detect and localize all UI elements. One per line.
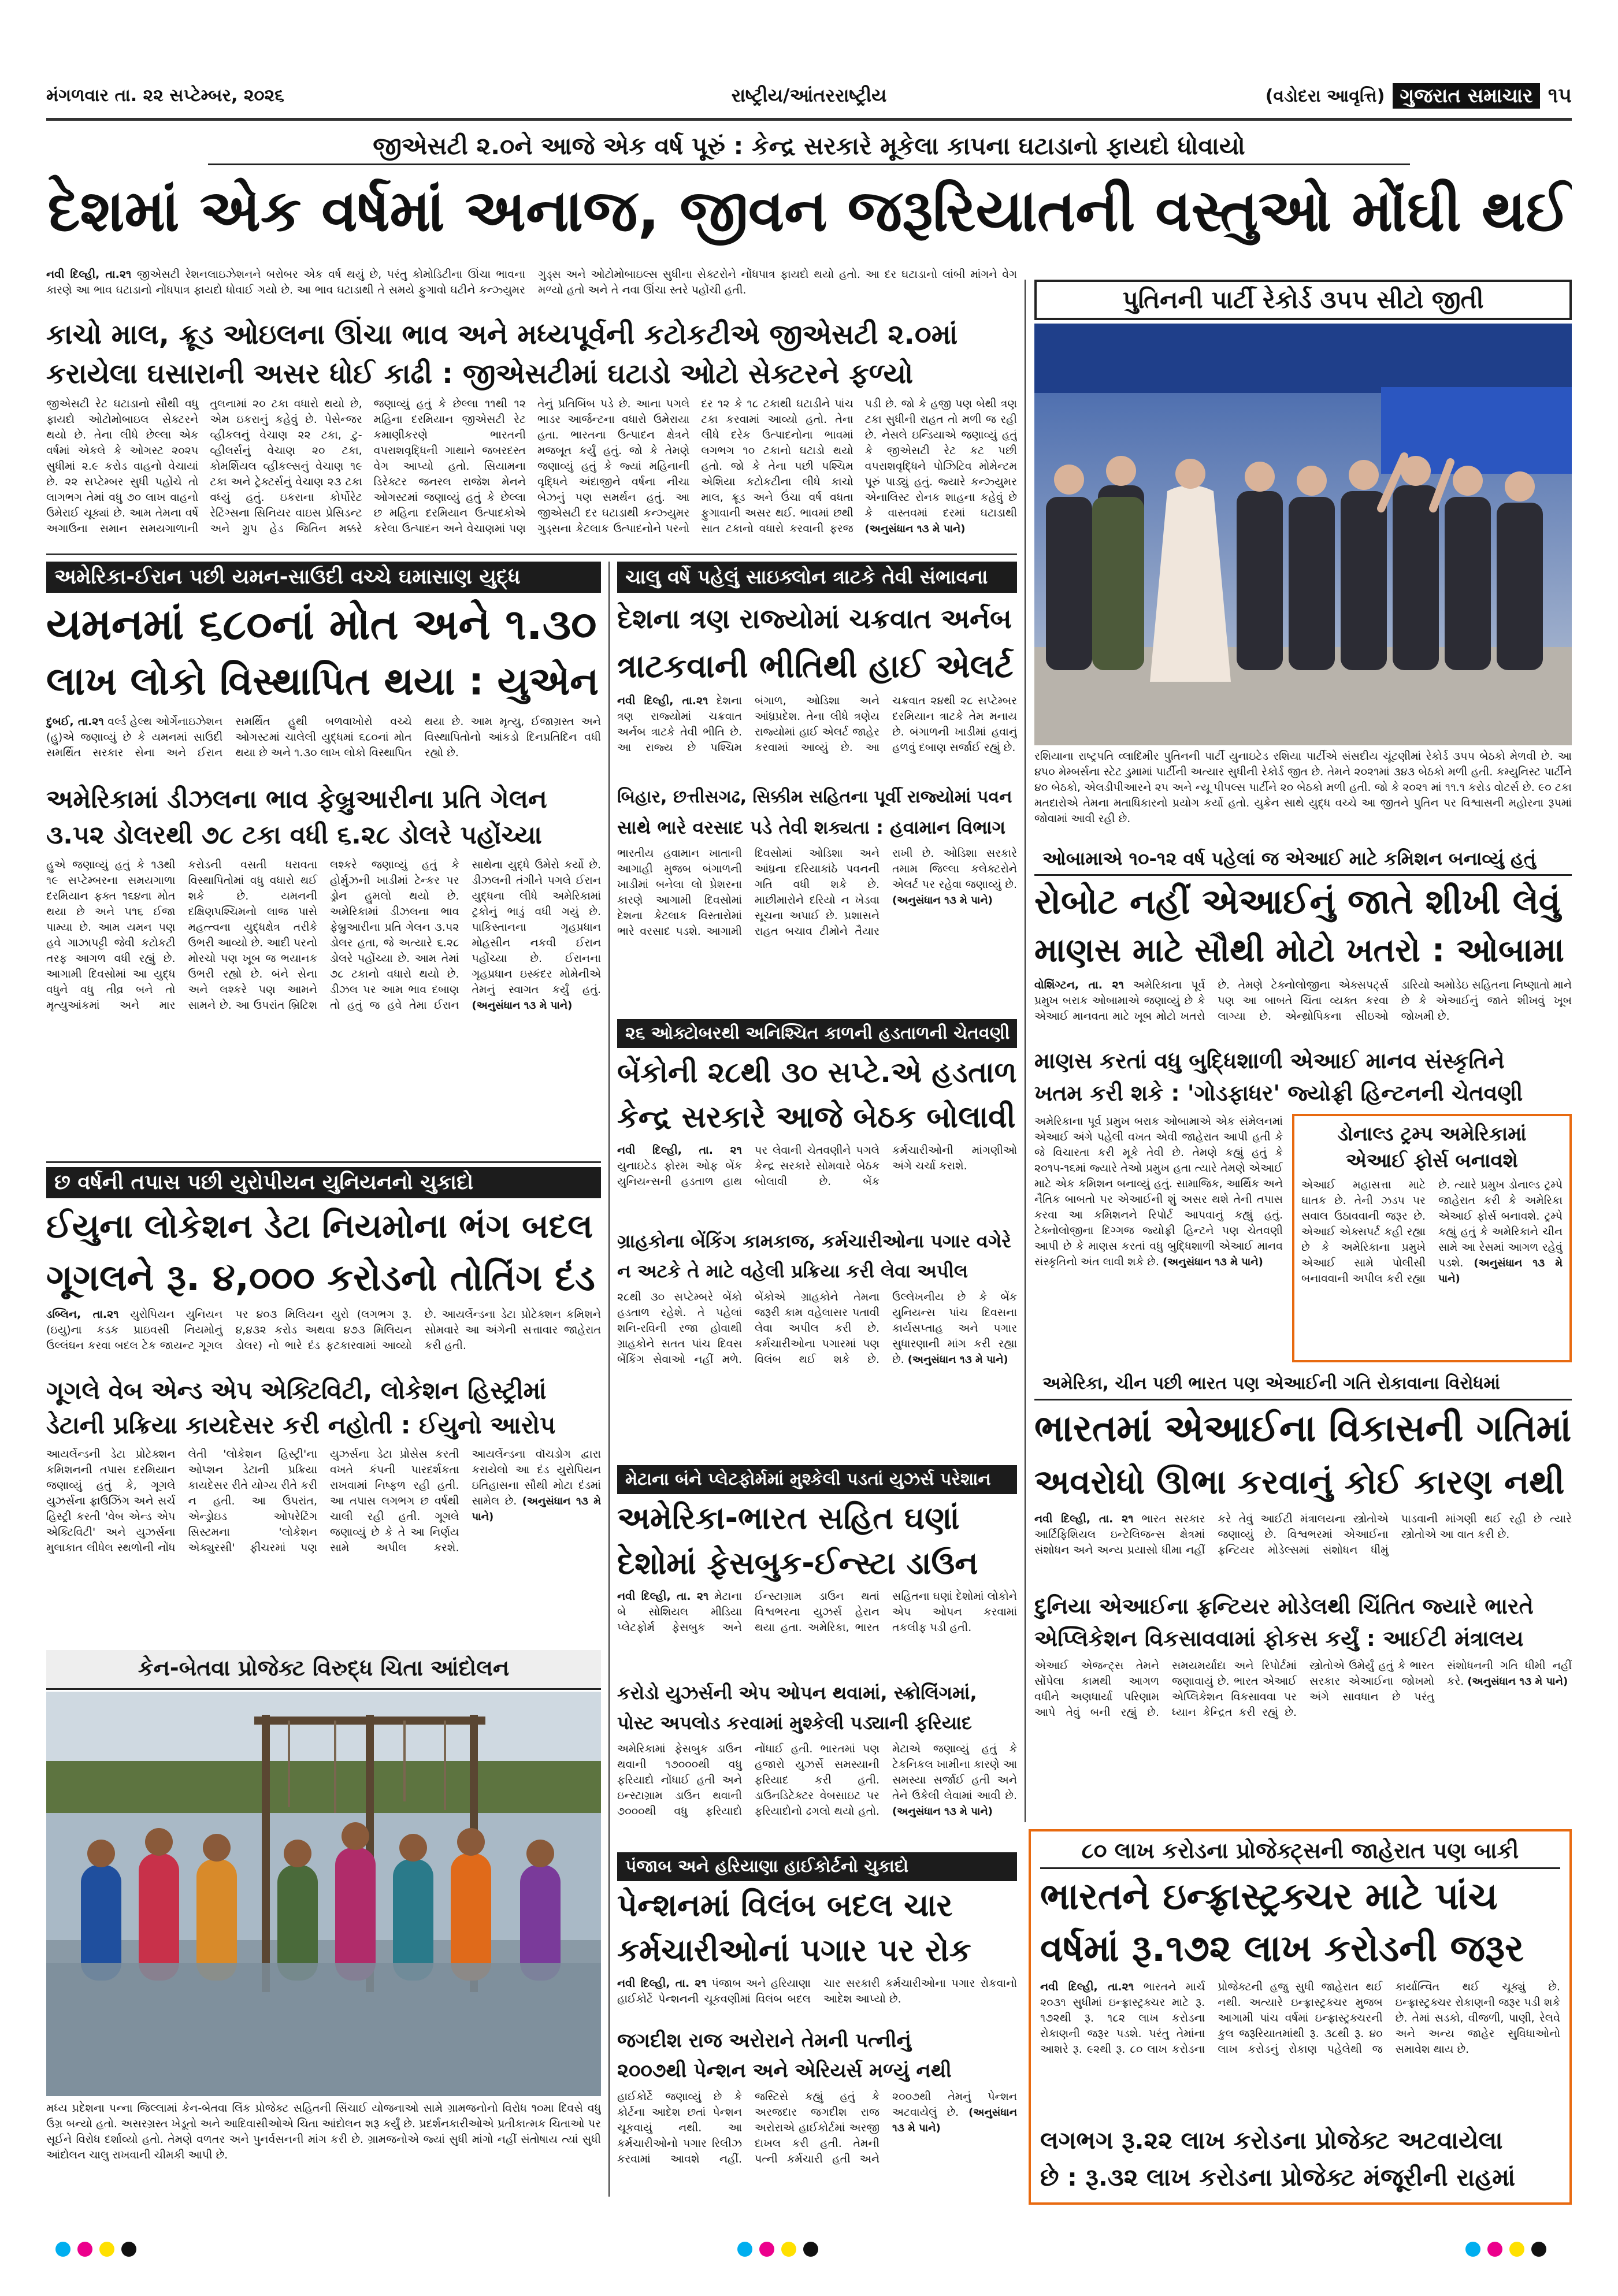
trump-continued: (અનુસંધાન ૧૩ મે પાને) [1438,1257,1563,1285]
google-continued: (અનુસંધાન ૧૩ મે પાને) [472,1495,601,1523]
infra-sub-1: લગભગ રૂ.૨૨ લાખ કરોડના પ્રોજેક્ટ અટવાયેલા [1040,2126,1503,2154]
pension-intro-text: પંજાબ અને હરિયાણા હાઈકોર્ટે પેન્શનની ચૂકવણીમાં વિલંબ બદલ ચાર સરકારી કર્મચારીઓના પગાર રોકવાનો આદેશ આપ્યો છે. [617,1977,1017,2005]
diesel-sub-1: અમેરિકામાં ડીઝલના ભાવ ફેબ્રુઆરીના પ્રતિ ગેલન [46,785,547,814]
pension-sub-2: ૨૦૦૭થી પેન્શન અને એરિયર્સ મળ્યું નથી [617,2059,952,2082]
column-rule-2 [1025,280,1026,1822]
bank-intro-text: યુનાઇટેડ ફોરમ ઓફ બેંક યુનિયન્સની હડતાળ હાથ પર લેવાની ચેતવણીને પગલે કેન્દ્ર સરકારે સોમવારે બેઠક બોલાવી છે. બેંક કર્મચારીઓની માંગણીઓ અંગે ચર્ચા કરાશે. [617,1144,1017,1188]
column-rule-1 [608,562,610,2197]
cyclone-intro [617,693,1017,780]
reg-dot-yellow [99,2242,114,2257]
cyclone-intro-text: દેશના ત્રણ રાજ્યોમાં ચક્રવાત અર્નબ ત્રાટકે તેવી ભીતિ છે. આ રાજ્ય છે પશ્ચિમ બંગાળ, ઓડિશા અને આંધ્રપ્રદેશ. તેના લીધે ત્રણેય રાજ્યોમાં હાઈ એલર્ટ જાહેર કરવામાં આવ્યું છે. આ ચક્રવાત ૨૪થી ૨૮ સપ્ટેમ્બર દરમિયાન ત્રાટકે તેમ મનાય છે. બંગાળની ખાડીમાં હવાનું હળવું દબાણ સર્જાઈ રહ્યું છે. [617,694,1017,754]
ken-photo-illustration [46,1692,601,2096]
infra-sub-2: છે : રૂ.૩૨ લાખ કરોડના પ્રોજેક્ટ મંજૂરીની રાહમાં [1040,2163,1516,2191]
ai-india-continued: (અનુસંધાન ૧૩ મે પાને) [1467,1675,1568,1688]
google-kicker: છ વર્ષની તપાસ પછી યુરોપીયન યુનિયનનો ચુકાદો [46,1167,601,1198]
obama-body-2 [1034,1114,1283,1357]
infra-body [1040,1979,1560,2118]
trump-title-2: એઆઈ ફોર્સ બનાવશે [1346,1149,1518,1172]
cyclone-body [617,846,1017,1013]
header-section: રાષ્ટ્રીય/આંતરરાષ્ટ્રીય [731,84,887,106]
meta-intro [617,1589,1017,1675]
ai-india-sub-1: દુનિયા એઆઈના ફ્રન્ટિયર મોડેલથી ચિંતિત જ્યારે ભારતે [1034,1593,1534,1619]
reg-dot-yellow [1509,2242,1524,2257]
ken-title-text: કેન-બેતવા પ્રોજેક્ટ વિરુદ્ધ ચિતા આંદોલન [138,1655,510,1681]
meta-body [617,1741,1017,1845]
google-intro-text: યુરોપિયન યુનિયન (ઇયુ)ના કડક પ્રાઇવસી નિયમોનું ઉલ્લંઘન કરવા બદલ ટેક જાયન્ટ ગૂગલ પર ૪૦૩ મિલિયન યુરો (લગભગ રૂ. ૪,૪૩૨ કરોડ અથવા ૪૭૩ મિલિયન ડોલર) નો ભારે દંડ ફટકારવામાં આવ્યો છે. આયર્લેન્ડના ડેટા પ્રોટેક્શન કમિશને સોમવારે આ અંગેની સત્તાવાર જાહેરાત કરી હતી. [46,1308,601,1352]
bank-continued: (અનુસંધાન ૧૩ મે પાને) [907,1353,1008,1366]
meta-headline-1: અમેરિકા-ભારત સહિત ઘણાં [617,1500,960,1536]
yemen-dateline: દુબઈ, તા.૨૧ [46,715,104,728]
infra-body-text: ભારતને માર્ચ ૨૦૩૧ સુધીમાં ઇન્ફ્રાસ્ટ્રક્ચર માટે રૂ. ૧૭૨થી રૂ. ૧૮૨ લાખ કરોડના રોકાણની જરૂર પડશે. પરંતુ તેમાંના આશરે રૂ. ૯૨થી રૂ. ૮૦ લાખ કરોડના પ્રોજેક્ટની હજુ સુધી જાહેરાત થઈ નથી. અત્યારે ઇન્ફ્રાસ્ટ્રક્ચર મુજબ આગામી પાંચ વર્ષમાં ઇન્ફ્રાસ્ટ્રક્ચરની કુલ જરૂરિયાતમાંથી રૂ. ૩૮થી રૂ. ૪૦ લાખ કરોડનું રોકાણ પહેલેથી જ કાર્યાન્વિત થઈ ચૂક્યું છે. ઇન્ફ્રાસ્ટ્રક્ચર રોકાણની જરૂર પડી શકે છે. તેમાં સડકો, વીજળી, પાણી, રેલવે અને અન્ય જાહેર સુવિધાઓનો સમાવેશ થાય છે. [1040,1981,1560,2056]
meta-dateline: નવી દિલ્હી, તા. ૨૧ [617,1590,709,1603]
meta-continued: (અનુસંધાન ૧૩ મે પાને) [892,1805,993,1818]
google-body [46,1447,601,1643]
obama-body-text: અમેરિકાના પૂર્વ પ્રમુખ બરાક ઓબામાએ જણાવ્યું છે કે એઆઈ માનવતા માટે ખૂબ મોટો ખતરો છે. તેમણે ટેક્નોલોજીના એક્સપર્ટ્સ પણ આ બાબતે ચિંતા વ્યક્ત કરવા લાગ્યા છે. એન્થ્રોપિકના સીઇઓ ડારિયો અમોડેઇ સહિતના નિષ્ણાતો માને છે કે એઆઈનું જાતે શીખવું ખૂબ જોખમી છે. [1034,979,1572,1023]
pension-kicker: પંજાબ અને હરિયાણા હાઈકોર્ટનો ચુકાદો [617,1852,1017,1881]
ai-india-headline-1: ભારતમાં એઆઈના વિકાસની ગતિમાં [1034,1407,1572,1450]
registration-marks-left [52,2242,140,2259]
reg-dot-cyan [737,2242,752,2257]
obama-sub-2: ખતમ કરી શકે : 'ગોડફાધર' જ્યોફ્રી હિન્ટનની ચેતવણી [1034,1080,1523,1106]
pension-headline-1: પેન્શનમાં વિલંબ બદલ ચાર [617,1887,953,1923]
pension-continued: (અનુસંધાન ૧૩ મે પાને) [892,2106,1017,2134]
header-date: મંગળવાર તા. ૨૨ સપ્ટેમ્બર, ૨૦૨૬ [46,86,284,106]
gst-body-text: જીએસટી રેટ ઘટાડાનો સૌથી વધુ ફાયદો ઓટોમોબાઇલ સેક્ટરને થયો છે. તેના લીધે છેલ્લા એક વર્ષમાં એકલે કે ઓગસ્ટ ૨૦૨૫ સુધીમાં ૨.૯ કરોડ વાહનો વેચાયાં છે. ૨૨ સપ્ટેમ્બર સુધી પહોંચે તો લાગભગ તેમાં વધુ ૭૦ લાખ વાહનો ઉમેરાઈ ચૂક્યાં છે. આમ તેમના વર્ષે અગાઉના સમાન સમયગાળાની તુલનામાં ૨૦ ટકા વધારો થયો છે, એમ ઇકરાનું કહેવું છે. પેસેન્જર વ્હીકલનું વેચાણ ૨૨ ટકા, ટુ-વ્હીલર્સનું વેચાણ ૨૦ ટકા, કોમર્શિયલ વ્હીકલ્સનું વેચાણ ૧૯ ટકા અને ટ્રેક્ટર્સનું વેચાણ ૨૩ ટકા વધ્યું હતું. ઇકરાના કોર્પોરેટ રેટિંગ્સના સિનિયર વાઇસ પ્રેસિડન્ટ અને ગ્રુપ હેડ જિતિન મક્કરે જણાવ્યું હતું કે છેલ્લા ૧૧થી ૧૨ મહિના દરમિયાન જીએસટી રેટ કમાણીકરણે ભારતની વપરાશવૃદ્ધિની ગાથાને જબરદસ્ત વેગ આપ્યો હતો. સિયામના ડિરેક્ટર જનરલ રાજેશ મેનને ઓગસ્ટમાં જણાવ્યું હતું કે છેલ્લા છ મહિના દરમિયાન ઉત્પાદકોએ કરેલા ઉત્પાદન અને વેચાણમાં પણ તેનું પ્રતિબિંબ પડે છે. આના પગલે ભાડર આર્જન્ટના વધારો ઉમેરાયા હતા. ભારતના ઉત્પાદન ક્ષેત્રને મજબૂત કર્યું હતું. જો કે તેમણે જણાવ્યું હતું કે જ્યાં મહિનાની વૃદ્ધિને અંદાજીને વર્ષના નીચા બેઝનું પણ સમર્થન હતું. આ જીએસટી દર ઘટાડાથી કન્ઝ્યુમર ગુડ્સના કેટલાક ઉત્પાદનોને પરનો દર ૧૨ કે ૧૮ ટકાથી ઘટાડીને પાંચ ટકા કરવામાં આવ્યો હતો. તેના લીધે દરેક ઉત્પાદનોના ભાવમાં લગભગ ૧૦ ટકાનો ઘટાડો થયો હતો. જો કે તેના પછી પશ્ચિમ એશિયા કટોકટીના લીધે કાચો માલ, ક્રૂડ અને ઉંચા વર્ષ વધતા ફુગાવાની અસર થઈ. ભાવમાં છથી સાત ટકાનો વધારો કરવાની ફરજ પડી છે. જો કે હજી પણ બેથી ત્રણ ટકા સુધીની રાહત તો મળી જ રહી છે. નેસલે ઇન્ડિયાએ જણાવ્યું હતું કે જીએસટી રેટ કટ પછી વપરાશવૃદ્ધિને પોઝિટિવ મોમેન્ટમ પૂરું પાડ્યું હતું. જ્યારે કન્ઝ્યુમર એનાલિસ્ટ રોનક શાહના કહેવું છે કે વાસ્તવમાં દરમાં ઘટાડાથી [46,397,1017,535]
reg-dot-black [1531,2242,1546,2257]
meta-sub-2: પોસ્ટ અપલોડ કરવામાં મુશ્કેલી પડ્યાની ફરિયાદ [617,1712,972,1734]
reg-dot-yellow [781,2242,796,2257]
diesel-body-text: હુએ જણાવ્યું હતું કે ૧૩થી ૧૯ સપ્ટેમ્બરના સમયગાળા દરમિયાન ફક્ત ૧૬૪ના મોત થયા છે અને ૫૧૬ ઈજા પામ્યા છે. આમ યમન પણ હવે ગાઝાપટ્ટી જેવી કટોકટી તરફ આગળ વધી રહ્યું છે. આગામી દિવસોમાં આ યુદ્ધ વધુને વધુ તીવ્ર બને તો મૃત્યુઆંકમાં અને માર કરોડની વસતી ધરાવતા વિસ્થાપિતોમાં વધુ વધારો થઈ શકે છે. યમનની દક્ષિણપશ્ચિમનો લાજ પાસે મહત્ત્વના યુદ્ધક્ષેત્ર તરીકે ઉભરી આવ્યો છે. આદી પરનો મોરચો પણ ખૂબ જ ભયાનક ઉભરી રહ્યો છે. બંને સેના અને લશ્કરે પણ આમને સામને છે. આ ઉપરાંત બ્રિટિશ લશ્કરે જણાવ્યું હતું કે હોર્મુઝની ખાડીમાં ટેન્કર પર ડ્રોન હુમલો થયો છે. અમેરિકામાં ડીઝલના ભાવ ફેબ્રુઆરીના પ્રતિ ગેલન ૩.૫૨ ડોલર હતા, જે અત્યારે ૬.૨૮ ડોલરે પહોંચ્યા છે. આમ તેમાં ૭૮ ટકાનો વધારો થયો છે. ડીઝલ પર આમ ભાવ દબાણ તો હતું જ હવે તેમા ઈરાન સાથેના યુદ્ધે ઉમેરો કર્યો છે. ડીઝલની તંગીને પગલે ઈરાન યુદ્ધના લીધે અમેરિકામાં ટ્રકોનું ભાડું વધી ગયું છે. પાકિસ્તાનના ગૃહપ્રધાન મોહસીન નકવી ઈરાન પહોંચ્યા છે. ઈરાનના ગૃહપ્રધાન ઇસ્કંદર મોમેનીએ તેમનું સ્વાગત કર્યું હતું. [46,859,601,1012]
page-header [46,81,1572,116]
ken-caption: મધ્ય પ્રદેશના પન્ના જિલ્લામાં કેન-બેતવા લિંક પ્રોજેક્ટ સહિતની સિંચાઈ યોજનાઓ સામે ગ્રામજનોનો વિરોધ ૧૦મા દિવસે વધુ ઉગ્ર બન્યો હતો. અસરગ્રસ્ત ખેડૂતો અને આદિવાસીઓએ ચિતા આંદોલન શરૂ કર્યું છે. પ્રદર્શનકારીઓએ પ્રતીકાત્મક ચિતાઓ પર સૂઈને વિરોધ દર્શાવ્યો હતો. તેમણે વળતર અને પુનર્વસનની માંગ કરી છે. ગ્રામજનોએ જ્યાં સુધી માંગો નહીં સંતોષાય ત્યાં સુધી આંદોલન ચાલુ રાખવાની ચીમકી આપી છે. [46,2102,601,2161]
registration-marks-right [1462,2242,1550,2259]
gst-headline: દેશમાં એક વર્ષમાં અનાજ, જીવન જરૂરિયાતની વસ્તુઓ મોંઘી થઈ [47,177,1571,244]
gst-sub2: કરાયેલા ઘસારાની અસર ધોઈ કાઢી : જીએસટીમાં ઘટાડો ઓટો સેક્ટરને ફળ્યો [46,358,914,390]
bank-sub-1: ગ્રાહકોના બેંકિંગ કામકાજ, કર્મચારીઓના પગાર વગેરે [617,1230,1011,1252]
ai-india-headline-2: અવરોધો ઊભા કરવાનું કોઈ કારણ નથી [1034,1462,1565,1502]
gst-continued: (અનુસંધાન ૧૩ મે પાને) [864,522,966,535]
registration-marks-center [734,2242,822,2259]
gst-intro-text: જીએસટી રેશનલાઇઝેશનને બરોબર એક વર્ષ થયું છે, પરંતુ કોમોડિટીના ઊંચા ભાવના કારણે આ ભાવ ઘટાડાનો નોંધપાત્ર ફાયદો ધોવાઈ ગયો છે. આ ભાવ ઘટાડાથી તે સમયે ફુગાવો ઘટીને કન્ઝ્યુમર ગુડ્સ અને ઓટોમોબાઇલ્સ સુધીના સેક્ટરોને નોંધપાત્ર ફાયદો થયો હતો. આ દર ઘટાડાનો લાંબી માંગને વેગ મળ્યો હતો અને તે નવા ઊંચા સ્તરે પહોંચી હતી. [46,268,1017,296]
google-dateline: ડબ્લિન, તા.૨૧ [46,1308,119,1321]
header-edition: (વડોદરા આવૃત્તિ) [1265,86,1385,106]
header-rule [46,118,1572,121]
cyclone-kicker: ચાલુ વર્ષે પહેલું સાઇક્લોન ત્રાટકે તેવી સંભાવના [617,562,1017,593]
cyclone-continued: (અનુસંધાન ૧૩ મે પાને) [892,894,993,906]
ai-india-intro [1034,1511,1572,1588]
obama-headline-1: રોબોટ નહીં એઆઈનું જાતે શીખી લેવું [1034,882,1561,922]
diesel-sub-2: ૩.૫૨ ડોલરથી ૭૮ ટકા વધી ૬.૨૮ ડોલરે પહોંચ્યા [46,820,542,850]
bank-headline-1: બેંકોની ૨૮થી ૩૦ સપ્ટે.એ હડતાળ [617,1056,1017,1089]
gst-kicker: જીએસટી ૨.૦ને આજે એક વર્ષ પૂરું : કેન્દ્ર સરકારે મૂકેલા કાપના ઘટાડાનો ફાયદો ધોવાયો [208,129,1410,165]
trump-body-text: એઆઈ મહાસત્તા માટે ઘાતક છે. તેની ઝડપ પર સવાલ ઉઠાવવાની જરૂર છે. એઆઈ એક્સપર્ટ કહી રહ્યા છે કે અમેરિકાના પ્રમુખે એઆઈ સામે પોલીસી બનાવવાની અપીલ કરી રહ્યા છે. ત્યારે પ્રમુખ ડોનાલ્ડ ટ્રમ્પે જાહેરાત કરી કે અમેરિકા એઆઈ ફોર્સ બનાવશે. ટ્રમ્પે કહ્યું હતું કે અમેરિકાને ચીન સામે આ રેસમાં આગળ રહેવું પડશે. [1301,1179,1563,1285]
reg-dot-black [121,2242,136,2257]
gst-body [46,396,1017,547]
putin-title [1034,280,1572,320]
yemen-kicker: અમેરિકા-ઈરાન પછી યમન-સાઉદી વચ્ચે ઘમાસાણ યુદ્ધ [46,562,601,593]
google-sub-1: ગૂગલે વેબ એન્ડ એપ એક્ટિવિટી, લોકેશન હિસ્ટ્રીમાં [46,1376,547,1405]
obama-sub-1: માણસ કરતાં વધુ બુદ્ધિશાળી એઆઈ માનવ સંસ્કૃતિને [1034,1048,1505,1073]
ai-india-dateline: નવી દિલ્હી, તા. ૨૧ [1034,1513,1134,1525]
pension-intro [617,1976,1017,2023]
cyclone-body-text: ભારતીય હવામાન ખાતાની આગાહી મુજબ બંગાળની ખાડીમાં બનેલા લો પ્રેશરના કારણે આગામી દિવસોમાં દેશના કેટલાક વિસ્તારોમાં ભારે વરસાદ પડશે. આગામી દિવસોમાં ઓડિશા અને આંધ્રના દરિયાકાંઠે પવનની ગતિ વધી શકે છે. માછીમારોને દરિયો ન ખેડવા સૂચના અપાઈ છે. પ્રશાસને રાહત બચાવ ટીમોને તૈયાર રાખી છે. ઓડિશા સરકારે તમામ જિલ્લા કલેક્ટરોને એલર્ટ પર રહેવા જણાવ્યું છે. [617,847,1017,938]
cyclone-sub-2: સાથે ભારે વરસાદ પડે તેવી શક્યતા : હવામાન વિભાગ [617,816,1006,838]
pension-dateline: નવી દિલ્હી, તા. ૨૧ [617,1977,707,1990]
google-body-text: આયર્લેન્ડની ડેટા પ્રોટેક્શન કમિશનની તપાસ દરમિયાન જણાવ્યું હતું કે, ગૂગલે યુઝર્સના ફ્રાઉઝિંગ અને સર્ચ હિસ્ટ્રી કરતી 'વેબ એન્ડ એપ એક્ટિવિટી' અને યુઝર્સના મુલાકાત લીધેલ સ્થળોની નોંધ લેતી 'લોકેશન હિસ્ટ્રી'ના ઓપ્શન ડેટાની પ્રક્રિયા કાયદેસર રીતે યોગ્ય રીતે કરી ન હતી. આ ઉપરાંત, એન્ડ્રોઇડ ઓપરેટિંગ સિસ્ટમના 'લોકેશન એક્યુરસી' ફીચરમાં પણ યુઝર્સના ડેટા પ્રોસેસ કરતી વખતે કંપની પારદર્શકતા રાખવામાં નિષ્ફળ રહી હતી. આ તપાસ લગભગ છ વર્ષથી ચાલી રહી હતી. ગૂગલે જણાવ્યું છે કે તે આ નિર્ણય સામે અપીલ કરશે. આયર્લેન્ડના વૉચડોગ દ્વારા કરાયેલો આ દંડ યુરોપિયન ઇતિહાસના સૌથી મોટા દંડમાં સામેલ છે. [46,1448,601,1554]
bank-kicker: ૨૬ ઓક્ટોબરથી અનિશ્ચિત કાળની હડતાળની ચેતવણી [617,1019,1017,1048]
diesel-continued: (અનુસંધાન ૧૩ મે પાને) [472,999,573,1012]
meta-headline-2: દેશોમાં ફેસબુક-ઈન્સ્ટા ડાઉન [617,1545,978,1581]
trump-title-1: ડોનાલ્ડ ટ્રમ્પ અમેરિકામાં [1337,1123,1527,1146]
reg-dot-black [803,2242,818,2257]
divider-1 [46,553,1017,555]
putin-title-text: પુતિનની પાર્ટી રેકોર્ડ ૩૫૫ સીટો જીતી [1122,285,1484,314]
obama-body [1034,978,1572,1042]
google-intro [46,1307,601,1372]
ken-title [46,1650,601,1690]
divider-2 [46,1161,601,1163]
reg-dot-cyan [55,2242,70,2257]
ken-photo [46,1692,601,2096]
reg-dot-cyan [1465,2242,1480,2257]
pension-headline-2: કર્મચારીઓનાં પગાર પર રોક [617,1932,971,1968]
pension-sub-1: જગદીશ રાજ અરોરાને તેમની પત્નીનું [617,2029,911,2052]
obama-continued: (અનુસંધાન ૧૩ મે પાને) [1162,1255,1263,1268]
obama-headline-2: માણસ માટે સૌથી મોટો ખતરો : ઓબામા [1034,931,1564,969]
cyclone-headline-1: દેશના ત્રણ રાજ્યોમાં ચક્રવાત અર્નબ [617,603,1012,635]
cyclone-dateline: નવી દિલ્હી, તા.૨૧ [617,694,708,707]
reg-dot-magenta [1487,2242,1502,2257]
obama-body2-text: અમેરિકાના પૂર્વ પ્રમુખ બરાક ઓબામાએ એક સંમેલનમાં એઆઈ અંગે પહેલી વખત એવી જાહેરાત આપી હતી કે જે વિચારતા કરી મૂકે તેવી છે. તેમણે કહ્યું હતું કે ૨૦૧૫-૧૬માં જ્યારે તેઓ પ્રમુખ હતા ત્યારે તેમણે એઆઈ માટે એક કમિશન બનાવ્યું હતું. સામાજિક, આર્થિક અને નૈતિક બાબતો પર એઆઈની શું અસર થશે તેની તપાસ કરવા આ કમિશનને રિપોર્ટ આપવાનું કહ્યું હતું. ટેક્નોલોજીના દિગ્ગજ જ્યોફ્રી હિન્ટને પણ ચેતવણી આપી છે કે માણસ કરતાં વધુ બુદ્ધિશાળી એઆઈ માનવ સંસ્કૃતિનો અંત લાવી શકે છે. [1034,1115,1283,1268]
putin-caption: રશિયાના રાષ્ટ્રપતિ વ્લાદિમીર પુતિનની પાર્ટી યુનાઇટેડ રશિયા પાર્ટીએ સંસદીય ચૂંટણીમાં રેકોર્ડ ૩૫૫ બેઠકો મેળવી છે. આ ૪૫૦ મેમ્બર્સના સ્ટેટ ડુમામાં પાર્ટીની અત્યાર સુધીની રેકોર્ડ જીત છે. તેમને ૨૦૨૧માં ૩૪૩ બેઠકો મળી હતી. કમ્યુનિસ્ટ પાર્ટીને ૪૦ બેઠકો, એલડીપીઆરને ૨૫ અને ન્યૂ પીપલ્સ પાર્ટીને ૨૦ બેઠકો મળી હતી. જો કે ૨૦૨૧ માં ૧૧.૧ કરોડ વોટર્સ છે. ૯૦ ટકા મતદારોએ તેમના મતાધિકારનો પ્રયોગ કર્યો હતો. યુક્રેન સાથે યુદ્ધ વચ્ચે આ જીતને પુતિન પર વિશ્વાસની મહોરના રૂપમાં જોવામાં આવી રહી છે. [1034,750,1572,825]
reg-dot-magenta [759,2242,774,2257]
putin-photo-illustration [1034,324,1572,745]
google-headline-2: ગૂગલને રૂ. ૪,૦૦૦ કરોડનો તોતિંગ દંડ [46,1257,595,1299]
meta-intro-text: મેટાના બે સોશિયલ મીડિયા પ્લેટફોર્મ ફેસબુક અને ઈન્સ્ટાગ્રામ ડાઉન થતાં વિશ્વભરના યુઝર્સ હેરાન થયા હતા. અમેરિકા, ભારત સહિતના ઘણાં દેશોમાં લોકોને એપ ઓપન કરવામાં તકલીફ પડી હતી. [617,1590,1017,1634]
bank-dateline: નવી દિલ્હી, તા. ૨૧ [617,1144,742,1157]
bank-intro [617,1143,1017,1224]
obama-dateline: વોશિંગ્ટન, તા. ૨૧ [1034,979,1124,991]
ai-india-kicker: અમેરિકા, ચીન પછી ભારત પણ એઆઈની ગતિ રોકાવાના વિરોધમાં [1034,1369,1572,1400]
yemen-body [46,714,601,779]
pension-body-text: હાઈકોર્ટે જણાવ્યું છે કે કોર્ટના આદેશ છતાં પેન્શન ચૂકવાયું નથી. આ કર્મચારીઓનો પગાર રિલીઝ કરવામાં આવશે નહીં. જસ્ટિસે કહ્યું હતું કે અરજદાર જગદીશ રાજ અરોરાએ હાઈકોર્ટમાં અરજી દાખલ કરી હતી. તેમની પત્ની કર્મચારી હતી અને ૨૦૦૭થી તેમનું પેન્શન અટવાયેલું છે. [617,2090,1017,2165]
cyclone-headline-2: ત્રાટકવાની ભીતિથી હાઈ એલર્ટ [617,648,1014,685]
meta-kicker: મેટાના બંને પ્લેટફોર્મમાં મુશ્કેલી પડતાં યુઝર્સ પરેશાન [617,1465,1017,1494]
header-masthead-group [1266,83,1572,109]
page-number: ૧૫ [1548,84,1572,107]
bank-body-text: ૨૮થી ૩૦ સપ્ટેમ્બરે બેંકો હડતાળ રહેશે. તે પહેલાં શનિ-રવિની રજા હોવાથી ગ્રાહકોને સતત પાંચ દિવસ બેંકિંગ સેવાઓ નહીં મળે. બેંકોએ ગ્રાહકોને તેમના જરૂરી કામ વહેલાસર પતાવી લેવા અપીલ કરી છે. કર્મચારીઓના પગારમાં પણ વિલંબ થઈ શકે છે. ઉલ્લેખનીય છે કે બેંક યુનિયન્સ પાંચ દિવસના કાર્યસપ્તાહ અને પગાર સુધારણાની માંગ કરી રહ્યા છે. [617,1291,1017,1366]
meta-sub-1: કરોડો યુઝર્સની એપ ઓપન થવામાં, સ્ક્રોલિંગમાં, [617,1682,977,1704]
pension-body [617,2089,1017,2198]
masthead-logo: ગુજરાત સમાચાર [1393,83,1539,109]
infra-headline-1: ભારતને ઇન્ફ્રાસ્ટ્રક્ચર માટે પાંચ [1040,1875,1498,1918]
putin-photo [1034,324,1572,745]
gst-sub1: કાચો માલ, ક્રૂડ ઓઇલના ઊંચા ભાવ અને મધ્યપૂર્વની કટોકટીએ જીએસટી ૨.૦માં [46,318,958,351]
cyclone-sub-1: બિહાર, છત્તીસગઢ, સિક્કીમ સહિતના પૂર્વી રાજ્યોમાં પવન [617,787,1012,807]
yemen-headline-2: લાખ લોકો વિસ્થાપિત થયા : યુએન [46,659,599,704]
ai-india-body-text: એઆઈ એજન્ટ્સ તેમને સોંપેલા કામથી આગળ વધીને અણધાર્યા પરિણામ આપે તેવું બની રહ્યું છે. સમયમર્યાદા અને રિપોર્ટમાં જણાવાયું છે. ભારત એઆઈ એપ્લિકેશન વિકસાવવા પર ધ્યાન કેન્દ્રિત કરી રહ્યું છે. સ્ત્રોતોએ ઉમેર્યું હતું કે ભારત સરકાર એઆઈના જોખમો અંગે સાવધાન છે પરંતુ સંશોધનની ગતિ ધીમી નહીં કરે. [1034,1659,1572,1719]
bank-body [617,1290,1017,1457]
bank-sub-2: ન અટકે તે માટે વહેલી પ્રક્રિયા કરી લેવા અપીલ [617,1260,968,1282]
reg-dot-magenta [77,2242,92,2257]
diesel-body [46,857,601,1158]
gst-intro [46,267,1017,312]
ai-india-body [1034,1658,1572,1820]
yemen-headline-1: યમનમાં ૬૮૦નાં મોત અને ૧.૩૦ [46,600,597,649]
google-sub-2: ડેટાની પ્રક્રિયા કાયદેસર કરી નહોતી : ઈયુનો આરોપ [46,1411,556,1439]
gst-dateline: નવી દિલ્હી, તા.૨૧ [46,268,132,281]
infra-kicker: ૮૦ લાખ કરોડના પ્રોજેક્ટ્સની જાહેરાત પણ બાકી [1040,1835,1560,1869]
infra-headline-2: વર્ષમાં રૂ.૧૭૨ લાખ કરોડની જરૂર [1040,1927,1524,1970]
google-headline-1: ઈયુના લોકેશન ડેટા નિયમોના ભંગ બદલ [46,1206,593,1246]
trump-box [1292,1114,1572,1362]
infra-dateline: નવી દિલ્હી, તા.૨૧ [1040,1981,1134,1993]
trump-body [1301,1177,1563,1351]
obama-kicker: ઓબામાએ ૧૦-૧૨ વર્ષ પહેલાં જ એઆઈ માટે કમિશન બનાવ્યું હતું [1034,844,1572,876]
meta-body-text: અમેરિકામાં ફેસબુક ડાઉન થવાની ૧૭૦૦૦થી વધુ ફરિયાદો નોંધાઈ હતી અને ઇન્સ્ટાગ્રામ ડાઉન થવાની ૭૦૦૦થી વધુ ફરિયાદો નોંધાઈ હતી. ભારતમાં પણ હજારો યુઝર્સે સમસ્યાની ફરિયાદ કરી હતી. ડાઉનડિટેક્ટર વેબસાઇટ પર ફરિયાદોનો ઢગલો થયો હતો. મેટાએ જણાવ્યું હતું કે ટેકનિકલ ખામીના કારણે આ સમસ્યા સર્જાઈ હતી અને તેને ઉકેલી લેવામાં આવી છે. [617,1743,1017,1818]
ai-india-intro-text: ભારત સરકાર આર્ટિફિશિયલ ઇન્ટેલિજન્સ ક્ષેત્રમાં સંશોધન અને અન્ય પ્રયાસો ધીમા નહીં કરે તેવું આઈટી મંત્રાલયના સ્ત્રોતોએ જણાવ્યું છે. વિશ્વભરમાં એઆઈના ફ્રન્ટિયર મોડેલ્સમાં સંશોધન ધીમું પાડવાની માંગણી થઈ રહી છે ત્યારે સ્ત્રોતોએ આ વાત કરી છે. [1034,1513,1572,1556]
yemen-body-text: વર્લ્ડ હેલ્થ ઓર્ગેનાઇઝેશન (હુ)એ જણાવ્યું છે કે યમનમાં સાઉદી સમર્થિત સરકાર સેના અને ઈરાન સમર્થિત હુથી બળવાખોરો વચ્ચે ઓગસ્ટમાં ચાલેલી યુદ્ધમાં ૬૮૦નાં મોત થયા છે અને ૧.૩૦ લાખ લોકો વિસ્થાપિત થયા છે. આમ મૃત્યુ, ઈજાગ્રસ્ત અને વિસ્થાપિતોનો આંકડો દિનપ્રતિદિન વધી રહ્યો છે. [46,715,601,759]
bank-headline-2: કેન્દ્ર સરકારે આજે બેઠક બોલાવી [617,1100,1016,1135]
ai-india-sub-2: એપ્લિકેશન વિકસાવવામાં ફોકસ કર્યું : આઈટી મંત્રાલય [1034,1626,1524,1651]
